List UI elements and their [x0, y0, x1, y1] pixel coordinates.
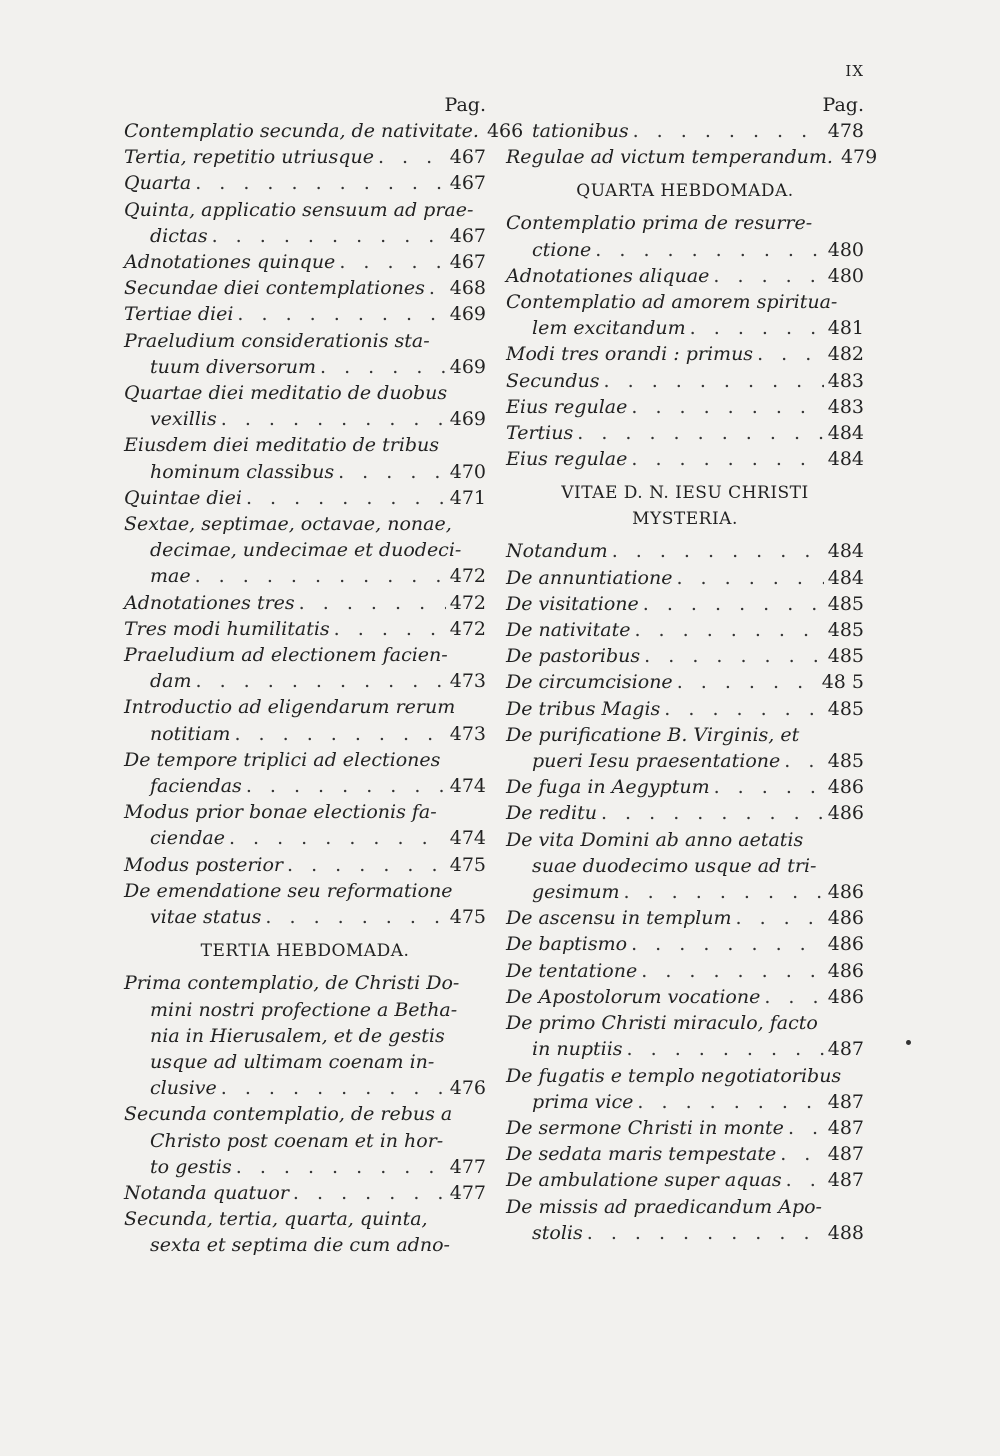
index-entry [506, 827, 864, 906]
entry-page-number: 477 [449, 1181, 486, 1204]
index-entry [124, 511, 486, 590]
index-entry [506, 1010, 864, 1062]
entry-page-number: 475 [449, 906, 486, 929]
entry-page-number: 474 [449, 827, 486, 850]
index-entry [506, 210, 864, 262]
entry-title-line: sexta et septima die cum adno- [150, 1234, 450, 1257]
entry-page-number: 48 5 [821, 671, 864, 694]
entry-title-line: Christo post coenam et in hor- [150, 1129, 444, 1152]
entry-title-line: Adnotationes tres [124, 591, 295, 614]
index-entry [124, 747, 486, 799]
leader-dots [764, 984, 823, 1010]
index-entry [124, 328, 486, 380]
entry-title-line: Modus posterior [124, 853, 283, 876]
leader-dots [757, 341, 824, 367]
entry-title-line: suae duodecimo usque ad tri- [532, 854, 817, 877]
entry-page-number: 483 [827, 369, 864, 392]
entry-title-line: Eius regulae [506, 395, 628, 418]
entry-title-line: De visitatione [506, 592, 639, 615]
leader-dots [429, 275, 446, 301]
entry-page-number: 486 [827, 802, 864, 825]
index-entry [124, 1180, 486, 1206]
entry-title-line: Sextae, septimae, octavae, nonae, [124, 513, 452, 536]
entry-title-line: lem excitandum [532, 317, 686, 340]
entry-title-line: De tempore triplici ad electiones [124, 748, 441, 771]
entry-page-number: 471 [449, 486, 486, 509]
entry-title-line: Introductio ad eligendarum rerum [124, 696, 456, 719]
leader-dots [631, 931, 824, 957]
leader-dots [690, 315, 824, 341]
leader-dots [677, 669, 818, 695]
index-entry [506, 118, 864, 144]
entry-page-number: 488 [827, 1221, 864, 1244]
leader-dots [236, 1154, 446, 1180]
entry-title-line: De pastoribus [506, 645, 641, 668]
index-entry [506, 565, 864, 591]
entry-page-number: 486 [827, 881, 864, 904]
entry-title-line: pueri Iesu praesentatione [532, 750, 781, 773]
entry-page-number: 486 [827, 933, 864, 956]
leader-dots [631, 446, 823, 472]
leader-dots [293, 1180, 446, 1206]
entry-title-line: Secundae diei contemplationes [124, 277, 425, 300]
entry-title-line: mini nostri profectione a Betha- [150, 998, 458, 1021]
leader-dots [643, 591, 824, 617]
leader-dots [320, 354, 446, 380]
index-column-left [124, 92, 524, 1259]
entry-title-line: Secundus [506, 369, 600, 392]
entry-title-line: Eiusdem diei meditatio de tribus [124, 434, 440, 457]
entry-title-line: De baptismo [506, 933, 628, 956]
index-entry [506, 696, 864, 722]
entry-title-line: De ascensu in templum [506, 907, 732, 930]
entry-page-number: 468 [449, 277, 486, 300]
leader-dots [587, 1220, 824, 1246]
leader-dots [780, 1141, 824, 1167]
entry-page-number: 486 [827, 985, 864, 1008]
entry-title-line: dictas [150, 224, 208, 247]
index-entry [124, 616, 486, 642]
entry-title-line: De fugatis e templo negotiatoribus [506, 1064, 842, 1087]
index-entry [506, 420, 864, 446]
entry-title-line: De sermone Christi in monte [506, 1116, 784, 1139]
leader-dots [577, 420, 824, 446]
entry-title-line: gesimum [532, 881, 620, 904]
leader-dots [612, 538, 824, 564]
entry-title-line: Prima contemplatio, de Christi Do- [124, 972, 460, 995]
index-entry [124, 970, 486, 1101]
leader-dots [221, 1075, 446, 1101]
leader-dots [212, 223, 446, 249]
leader-dots [601, 800, 824, 826]
entry-title-line: prima vice [532, 1090, 634, 1113]
index-entry [506, 774, 864, 800]
page-number: IX [845, 62, 864, 80]
leader-dots [634, 617, 823, 643]
index-entry [506, 538, 864, 564]
leader-dots [644, 643, 824, 669]
entry-title-line: Notanda quatuor [124, 1181, 289, 1204]
index-entry [506, 394, 864, 420]
leader-dots [713, 263, 823, 289]
entry-title-line: De tribus Magis [506, 697, 661, 720]
index-entry [506, 643, 864, 669]
entry-title-line: Tertiae diei [124, 303, 234, 326]
entry-title-line: De ambulatione super aquas [506, 1169, 782, 1192]
leader-dots [229, 825, 446, 851]
entry-title-line: Praeludium considerationis sta- [124, 329, 430, 352]
entry-page-number: 467 [449, 224, 486, 247]
ink-spot [906, 1040, 911, 1045]
entry-page-number: 486 [827, 959, 864, 982]
entry-page-number: 466 [486, 120, 524, 142]
entry-title-line: De Apostolorum vocatione [506, 985, 761, 1008]
entry-title-line: tuum diversorum [150, 355, 316, 378]
entry-page-number: 484 [827, 566, 864, 589]
index-entry [506, 984, 864, 1010]
entry-title-line: Notandum [506, 540, 608, 563]
entry-page-number: 486 [827, 776, 864, 799]
index-entry [506, 289, 864, 341]
entry-title-line: ciendae [150, 827, 225, 850]
entry-title-line: De primo Christi miraculo, facto [506, 1012, 818, 1035]
leader-dots [604, 368, 824, 394]
index-entry [506, 1167, 864, 1193]
index-entry [124, 1101, 486, 1180]
index-entry [506, 446, 864, 472]
leader-dots [221, 406, 446, 432]
index-entry [506, 669, 864, 695]
entry-page-number: 473 [449, 670, 486, 693]
leader-dots [299, 590, 446, 616]
entry-page-number: 479 [840, 146, 878, 169]
index-entry [506, 144, 878, 170]
entry-page-number: 485 [827, 697, 864, 720]
leader-dots [339, 249, 445, 275]
index-entry [124, 301, 486, 327]
entry-page-number: 472 [449, 617, 486, 640]
index-column-right [506, 92, 878, 1246]
leader-dots [287, 852, 446, 878]
entry-title-line: Modi tres orandi : primus [506, 343, 754, 366]
index-entry [124, 852, 486, 878]
right-entries [506, 118, 878, 1246]
entry-title-line: De sedata maris tempestate [506, 1143, 777, 1166]
left-entries [124, 118, 524, 1259]
entry-page-number: 481 [827, 317, 864, 340]
entry-title-line: De emendatione seu reformatione [124, 879, 453, 902]
entry-title-line: Modus prior bonae electionis fa- [124, 801, 437, 824]
entry-page-number: 476 [449, 1077, 486, 1100]
index-entry [124, 694, 486, 746]
entry-title-line: De reditu [506, 802, 597, 825]
index-entry [124, 432, 486, 484]
index-entry [124, 170, 486, 196]
index-entry [506, 1194, 864, 1246]
entry-page-number: 486 [827, 907, 864, 930]
entry-page-number: 485 [827, 592, 864, 615]
entry-title-line: Tres modi humilitatis [124, 617, 330, 640]
entry-title-line: De nativitate [506, 619, 631, 642]
entry-page-number: 487 [827, 1038, 864, 1061]
entry-page-number: 482 [827, 343, 864, 366]
entry-page-number: 474 [449, 775, 486, 798]
leader-dots [627, 1036, 824, 1062]
entry-title-line: De circumcisione [506, 671, 673, 694]
entry-title-line: mae [150, 565, 191, 588]
index-entry [506, 341, 864, 367]
index-entry [506, 263, 864, 289]
index-entry [506, 905, 864, 931]
entry-title-line: to gestis [150, 1155, 232, 1178]
entry-page-number: 478 [827, 120, 864, 142]
leader-dots [637, 1089, 823, 1115]
leader-dots [624, 879, 824, 905]
entry-page-number: 470 [449, 460, 486, 483]
entry-page-number: 473 [449, 722, 486, 745]
entry-page-number: 467 [449, 251, 486, 274]
leader-dots [234, 721, 445, 747]
index-entry [506, 958, 864, 984]
entry-title-line: Contemplatio prima de resurre- [506, 212, 813, 235]
index-entry [506, 1063, 864, 1115]
leader-dots [714, 774, 824, 800]
entry-page-number: 484 [827, 540, 864, 563]
index-entry [124, 380, 486, 432]
leader-dots [196, 668, 446, 694]
entry-page-number: 469 [449, 355, 486, 378]
index-entry [506, 591, 864, 617]
leader-dots [633, 118, 824, 144]
entry-title-line: De annuntiatione [506, 566, 673, 589]
leader-dots [631, 394, 823, 420]
section-heading: VITAE D. N. IESU CHRISTI MYSTERIA. [561, 483, 809, 530]
leader-dots [338, 459, 446, 485]
entry-title-line: stolis [532, 1221, 583, 1244]
entry-title-line: usque ad ultimam coenam in- [150, 1050, 435, 1073]
entry-title-line: Quartae diei meditatio de duobus [124, 382, 448, 405]
pag-header-left: Pag. [444, 94, 486, 116]
entry-title-line: Quarta [124, 172, 192, 195]
entry-page-number: 475 [449, 853, 486, 876]
entry-title-line: De purificatione B. Virginis, et [506, 723, 800, 746]
entry-title-line: dam [150, 670, 192, 693]
leader-dots [334, 616, 446, 642]
leader-dots [641, 958, 824, 984]
index-entry [124, 1206, 486, 1258]
entry-title-line: nia in Hierusalem, et de gestis [150, 1024, 445, 1047]
entry-page-number: 477 [449, 1155, 486, 1178]
index-entry [124, 590, 486, 616]
entry-title-line: De fuga in Aegyptum [506, 776, 710, 799]
entry-title-line: in nuptiis [532, 1038, 623, 1061]
index-entry [124, 249, 486, 275]
entry-title-line: Secunda contemplatio, de rebus a [124, 1103, 453, 1126]
entry-title-line: hominum classibus [150, 460, 335, 483]
leader-dots [664, 696, 823, 722]
entry-page-number: 469 [449, 408, 486, 431]
entry-page-number: 485 [827, 619, 864, 642]
entry-page-number: 484 [827, 448, 864, 471]
entry-title-line: De tentatione [506, 959, 638, 982]
index-entry [124, 197, 486, 249]
index-entry [506, 1141, 864, 1167]
leader-dots [736, 905, 824, 931]
index-entry [124, 485, 486, 511]
entry-page-number: 472 [449, 591, 486, 614]
entry-title-line: Eius regulae [506, 448, 628, 471]
entry-title-line: Quinta, applicatio sensuum ad prae- [124, 198, 474, 221]
leader-dots [246, 485, 446, 511]
entry-title-line: Adnotationes aliquae [506, 264, 710, 287]
index-entry [124, 118, 524, 144]
leader-dots [265, 904, 445, 930]
entry-page-number: 485 [827, 750, 864, 773]
entry-title-line: De missis ad praedicandum Apo- [506, 1195, 822, 1218]
entry-title-line: Contemplatio secunda, de nativitate. [124, 120, 479, 142]
entry-title-line: tationibus [532, 120, 629, 142]
leader-dots [788, 1115, 824, 1141]
leader-dots [784, 748, 823, 774]
section-heading: QUARTA HEBDOMADA. [576, 181, 794, 202]
pag-header-right: Pag. [822, 94, 864, 116]
index-entry [506, 1115, 864, 1141]
index-entry [506, 617, 864, 643]
entry-title-line: notitiam [150, 722, 231, 745]
index-entry [506, 368, 864, 394]
entry-title-line: Praeludium ad electionem facien- [124, 644, 448, 667]
entry-page-number: 487 [827, 1116, 864, 1139]
entry-title-line: Tertius [506, 422, 574, 445]
entry-page-number: 487 [827, 1090, 864, 1113]
leader-dots [378, 144, 446, 170]
entry-page-number: 467 [449, 146, 486, 169]
entry-page-number: 484 [827, 422, 864, 445]
entry-page-number: 485 [827, 645, 864, 668]
index-entry [124, 642, 486, 694]
leader-dots [195, 563, 446, 589]
index-entry [124, 878, 486, 930]
entry-page-number: 483 [827, 395, 864, 418]
index-entry [506, 800, 864, 826]
entry-title-line: Adnotationes quinque [124, 251, 336, 274]
leader-dots [676, 565, 823, 591]
entry-title-line: vexillis [150, 408, 217, 431]
leader-dots [246, 773, 446, 799]
entry-title-line: faciendas [150, 775, 242, 798]
entry-title-line: Quintae diei [124, 486, 242, 509]
index-entry [124, 799, 486, 851]
entry-title-line: Regulae ad victum temperandum. [506, 146, 833, 169]
leader-dots [237, 301, 445, 327]
index-entry [506, 931, 864, 957]
entry-title-line: Contemplatio ad amorem spiritua- [506, 291, 838, 314]
leader-dots [595, 237, 823, 263]
entry-page-number: 480 [827, 238, 864, 261]
entry-title-line: Tertia, repetitio utriusque [124, 146, 374, 169]
entry-page-number: 480 [827, 264, 864, 287]
index-entry [124, 275, 486, 301]
entry-title-line: vitae status [150, 906, 262, 929]
entry-title-line: clusive [150, 1077, 217, 1100]
entry-title-line: ctione [532, 238, 592, 261]
index-entry [124, 144, 486, 170]
leader-dots [786, 1167, 824, 1193]
leader-dots [195, 170, 446, 196]
entry-page-number: 469 [449, 303, 486, 326]
entry-title-line: decimae, undecimae et duodeci- [150, 539, 462, 562]
entry-title-line: De vita Domini ab anno aetatis [506, 828, 804, 851]
entry-page-number: 472 [449, 565, 486, 588]
entry-page-number: 487 [827, 1169, 864, 1192]
index-entry [506, 722, 864, 774]
section-heading: TERTIA HEBDOMADA. [200, 941, 410, 962]
entry-page-number: 467 [449, 172, 486, 195]
entry-page-number: 487 [827, 1143, 864, 1166]
entry-title-line: Secunda, tertia, quarta, quinta, [124, 1208, 428, 1231]
